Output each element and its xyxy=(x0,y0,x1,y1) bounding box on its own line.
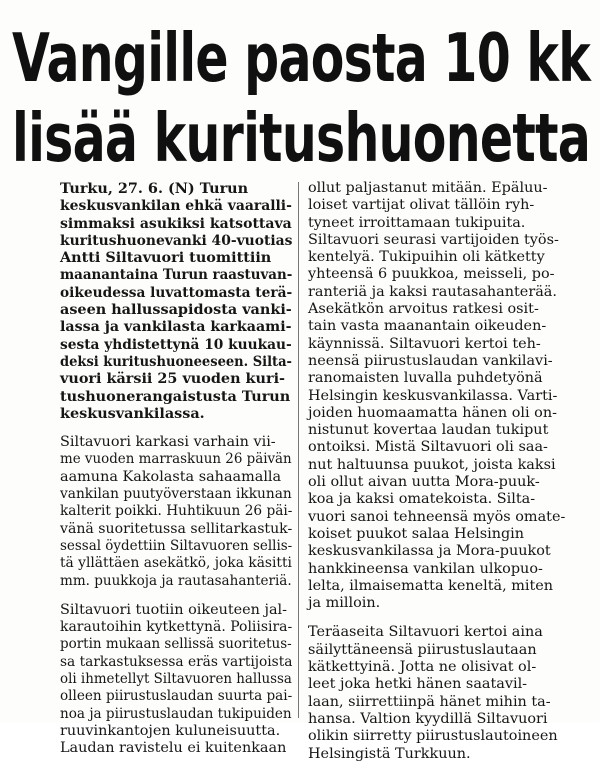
text-line: hankkineensa vankilan ulkopuo- xyxy=(308,560,543,577)
headline-line-2: lisää kuritushuonetta xyxy=(12,99,591,177)
text-line: neensä piirustuslaudan vankilavi- xyxy=(308,352,553,369)
text-line: säilyttäneensä piirustuslautaan xyxy=(308,641,537,658)
text-line: hansa. Valtion kyydillä Siltavuori xyxy=(308,710,548,727)
text-line: oikeudessa luvattomasta terä- xyxy=(60,283,293,301)
text-line: aamuna Kakolasta sahaamalla xyxy=(60,468,282,485)
text-line: sesta yhdistettynä 10 kuukau- xyxy=(60,335,292,353)
text-line: keskusvankilan ehkä vaaralli- xyxy=(60,197,292,215)
text-line: karautoihin kytkettynä. Poliisira- xyxy=(60,619,293,636)
text-line: oli ollut aivan uutta Mora-puuk- xyxy=(308,474,540,491)
body-paragraph xyxy=(60,434,292,590)
text-line: olikin siirretty piirustuslautoineen xyxy=(308,728,558,745)
text-line: Siltavuori seurasi vartijoiden työs- xyxy=(308,231,559,248)
text-line: mm. puukkoja ja rautasahanteriä. xyxy=(60,572,292,589)
text-line: Asekätkön arvoitus ratkesi osit- xyxy=(308,301,539,318)
text-line: Teräaseita Siltavuori kertoi aina xyxy=(308,624,543,641)
text-line: koa ja kaksi omatekoista. Silta- xyxy=(308,491,536,508)
text-line: kentelyä. Tukipuihin oli kätketty xyxy=(308,249,545,266)
article-column-right xyxy=(308,180,586,763)
text-line: Helsingistä Turkkuun. xyxy=(308,745,471,762)
body-paragraph xyxy=(60,602,292,758)
text-line: noa ja piirustuslaudan tukipuiden xyxy=(60,705,292,722)
text-line: vänä suoritetussa sellitarkastuk- xyxy=(60,520,293,537)
text-line: Helsingin keskusvankilassa. Varti- xyxy=(308,387,558,404)
text-line: ruuvinkantojen kuluneisuutta. xyxy=(60,722,281,739)
article-column-left xyxy=(60,180,292,758)
text-line: ontoiksi. Mistä Siltavuori oli saa- xyxy=(308,439,548,456)
text-line: simmaksi asukiksi katsottava xyxy=(60,214,292,232)
text-line: nistunut kovertaa laudan tukiput xyxy=(308,422,549,439)
text-line: tyneet irroittamaan tukipuita. xyxy=(308,214,526,231)
text-line: Turku, 27. 6. (N) Turun xyxy=(60,180,249,197)
text-line: keskusvankilassa ja Mora-puukot xyxy=(308,543,551,560)
text-line: oli ihmetellyt Siltavuoren hallussa xyxy=(60,671,292,688)
text-line: kuritushuonevanki 40-vuotias xyxy=(60,231,293,249)
text-line: joiden huomaamatta hänen oli on- xyxy=(308,404,557,421)
text-line: vuori kärsii 25 vuoden kuri- xyxy=(60,370,286,388)
text-line: koiset puukot salaa Helsingin xyxy=(308,525,525,542)
text-line: tä yllättäen asekätkö, joka käsitti xyxy=(60,555,292,572)
text-line: deksi kuritushuoneeseen. Silta- xyxy=(60,352,292,370)
text-line: käynnissä. Siltavuori kertoi teh- xyxy=(308,335,541,352)
text-line: keskusvankilassa. xyxy=(60,404,205,422)
text-line: sessal öydettiin Siltavuoren sellis- xyxy=(60,537,293,554)
text-line: Laudan ravistelu ei kuitenkaan xyxy=(60,740,287,757)
text-line: Siltavuori karkasi varhain vii- xyxy=(60,434,276,451)
text-line: maanantaina Turun raastuvan- xyxy=(60,266,293,284)
text-line: olleen piirustuslaudan suurta pai- xyxy=(60,688,293,705)
text-line: lassa ja vankilasta karkaami- xyxy=(60,318,292,336)
text-line: ja milloin. xyxy=(308,595,381,612)
text-line: Antti Siltavuori tuomittiin xyxy=(60,249,272,267)
headline-line-1: Vangille paosta 10 kk xyxy=(12,19,591,97)
text-line: nut haltuunsa puukot, joista kaksi xyxy=(308,456,556,473)
text-line: me vuoden marraskuun 26 päivän xyxy=(60,451,292,468)
text-line: vuori sanoi tehneensä myös omate- xyxy=(308,508,566,525)
text-line: portin mukaan sellissä suoritetus- xyxy=(60,636,292,653)
lead-paragraph xyxy=(60,180,292,422)
text-line: ranteriä ja kaksi rautasahanterää. xyxy=(308,283,557,300)
text-line: tushuonerangaistusta Turun xyxy=(60,387,291,405)
column-divider xyxy=(298,182,299,718)
text-line: aseen hallussapidosta vanki- xyxy=(60,301,292,319)
text-line: kalterit poikki. Huhtikuun 26 päi- xyxy=(60,503,293,520)
body-paragraph xyxy=(308,301,586,612)
text-line: sa tarkastuksessa eräs vartijoista xyxy=(60,653,293,670)
body-paragraph xyxy=(308,624,586,762)
text-line: vankilan puutyöverstaan ikkunan xyxy=(60,486,292,503)
text-line: kätkettyinä. Jotta ne olisivat ol- xyxy=(308,659,537,676)
text-line: laan, siirrettiinpä hänet mihin ta- xyxy=(308,693,551,710)
text-line: ranomaisten luvalla puhdetyönä xyxy=(308,370,543,387)
text-line: tain vasta maanantain oikeuden- xyxy=(308,318,547,335)
text-line: Siltavuori tuotiin oikeuteen jal- xyxy=(60,601,288,618)
text-line: ollut paljastanut mitään. Epäluu- xyxy=(308,180,548,196)
text-line: lelta, ilmaisematta keneltä, miten xyxy=(308,577,554,594)
text-line: loiset vartijat olivat tällöin ryh- xyxy=(308,197,535,214)
body-paragraph xyxy=(308,180,586,301)
text-line: yhteensä 6 puukkoa, meisseli, po- xyxy=(308,266,555,283)
text-line: leet joka hetki hänen saatavil- xyxy=(308,676,528,693)
